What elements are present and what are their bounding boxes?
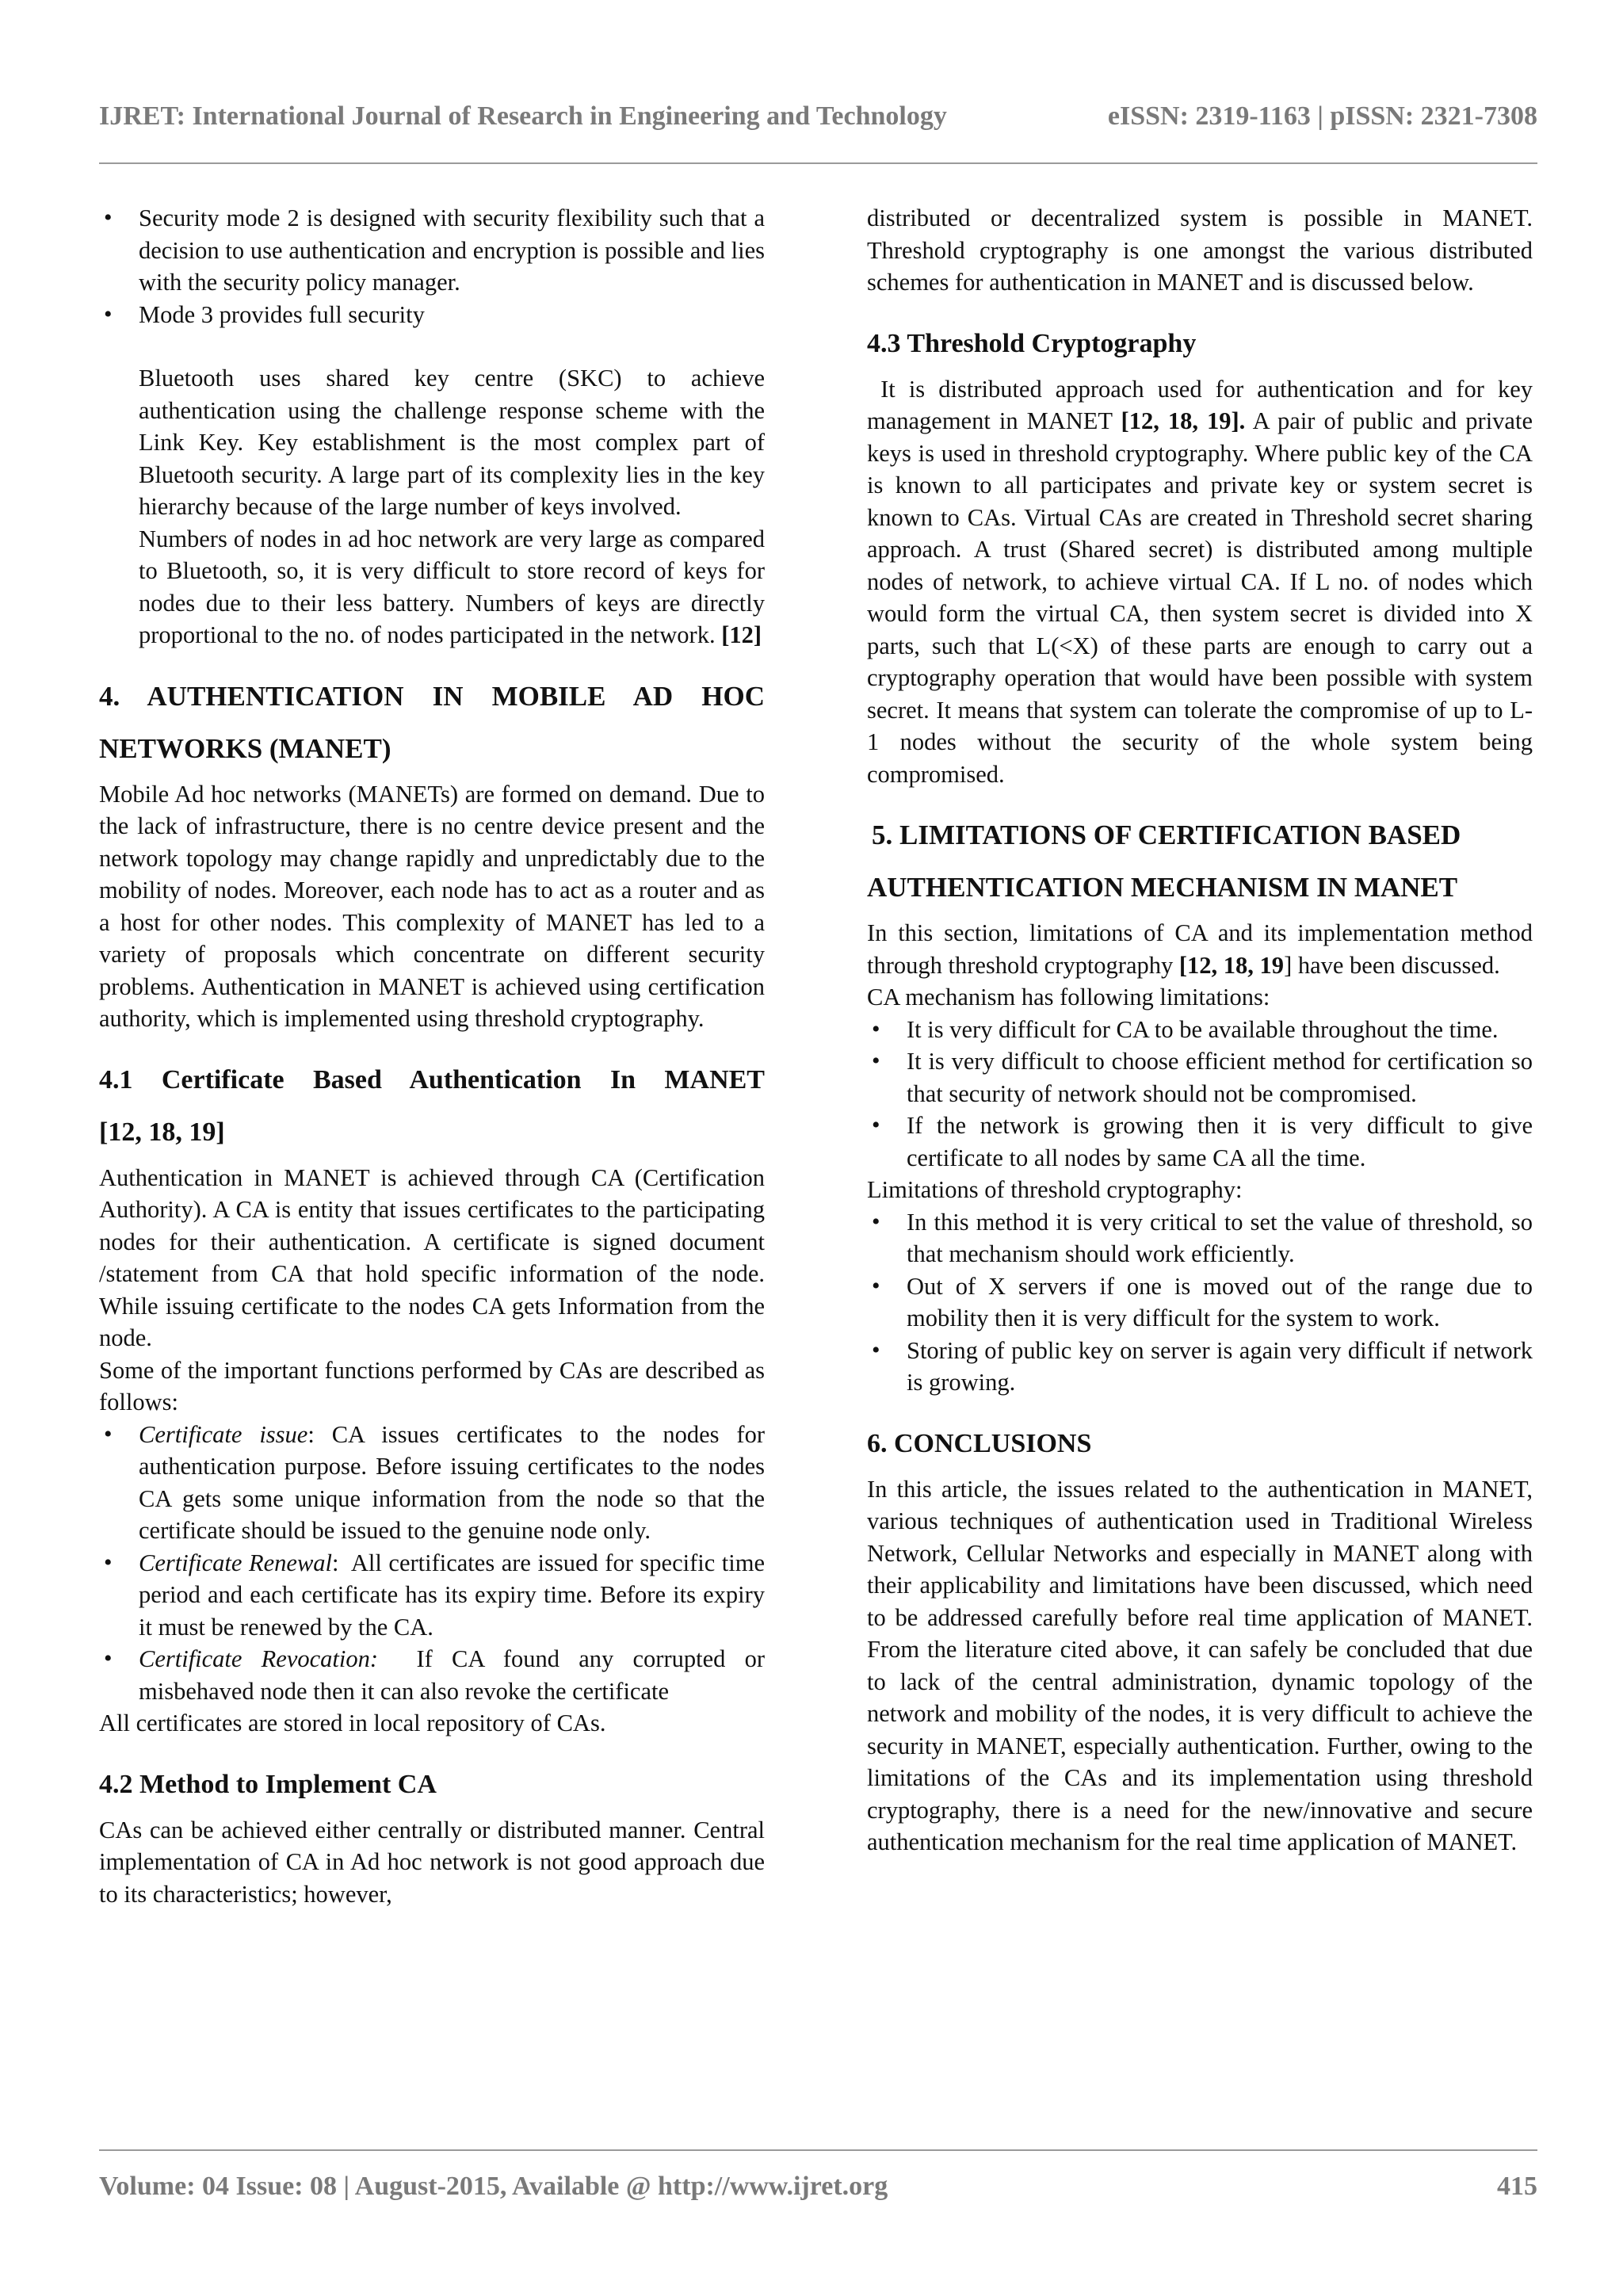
list-item: • Certificate Revocation: If CA found any corrupted or misbehaved node then it can also revoke the certificate [99, 1643, 765, 1707]
section-5-heading-line2: AUTHENTICATION MECHANISM IN MANET [867, 872, 1458, 903]
ca-functions-intro: Some of the important functions performed by CAs are described as follows: [99, 1356, 765, 1415]
list-item: • Security mode 2 is designed with security flexibility such that a decision to use authentication and encryption is possible and lies with the security policy manager. [99, 202, 765, 299]
citation: [12] [721, 621, 762, 648]
section-4-1-heading-line2: [12, 18, 19] [99, 1117, 225, 1147]
list-item: • Certificate Renewal: All certificates are issued for specific time period and each certificate has its expiry time. Before its expiry it must be renewed by the CA. [99, 1547, 765, 1644]
ca-limitations-list [867, 1014, 1533, 1175]
repository-note: All certificates are stored in local repository of CAs. [99, 1710, 606, 1736]
nodes-paragraph: Numbers of nodes in ad hoc network are very large as compared to Bluetooth, so, it is very difficult to store record of keys for nodes due to their less battery. Numbers of keys are directly proportional to the no. of nodes participated in the network. [12] [139, 525, 765, 648]
ca-limitations-intro: CA mechanism has following limitations: [867, 984, 1270, 1010]
section-4-1-heading: 4.1 Certificate Based Authentication In MANET [99, 1064, 765, 1095]
list-item: • Storing of public key on server is again very difficult if network is growing. [867, 1335, 1533, 1399]
conclusions-paragraph: In this article, the issues related to the authentication in MANET, various techniques of authentication used in Traditional Wireless Network, Cellular Networks and especially in MANET along with their applicability and limitations have been discussed, which need to be addressed carefully before real time application of MANET. From the literature cited above, it can safely be concluded that due to lack of the central administration, dynamic topology of the network and mobility of the nodes, it is very difficult to achieve the security in MANET, especially authentication. Further, owing to the limitations of the CAs and its implementation using threshold cryptography, there is a need for the new/innovative and secure authentication mechanism for the real time application of MANET. [867, 1475, 1533, 1855]
section-4-3-heading: 4.3 Threshold Cryptography [867, 328, 1197, 358]
citation: [12, 18, 19 [1178, 951, 1285, 979]
ca-functions-list [99, 1419, 765, 1708]
page-number: 415 [1497, 2172, 1537, 2201]
footer-rule [99, 2149, 1537, 2151]
bluetooth-paragraph: Bluetooth uses shared key centre (SKC) to achieve authentication using the challenge response scheme with the Link Key. Key establishment is the most complex part of Bluetooth security. A large part of its complexity lies in the key hierarchy because of the large number of keys involved. [139, 365, 765, 520]
issn-numbers: eISSN: 2319-1163 | pISSN: 2321-7308 [1107, 101, 1537, 131]
list-item: • Out of X servers if one is moved out of the range due to mobility then it is very difficult for the system to work. [867, 1270, 1533, 1335]
section-4-heading-line2: NETWORKS (MANET) [99, 732, 391, 764]
section-5-paragraph: In this section, limitations of CA and its implementation method through threshold cryptography [12, 18, 19] have been discussed. [867, 919, 1539, 979]
section-4-2-paragraph: CAs can be achieved either centrally or distributed manner. Central implementation of CA in Ad hoc network is not good approach due to its characteristics; however, [99, 1816, 765, 1908]
header-rule [99, 162, 1537, 164]
volume-info: Volume: 04 Issue: 08 | August-2015, Available @ http://www.ijret.org [99, 2172, 888, 2201]
section-5-heading: 5. LIMITATIONS OF CERTIFICATION BASED [872, 819, 1461, 850]
security-mode-list [99, 202, 765, 330]
right-column [867, 202, 1539, 1859]
left-column [99, 202, 765, 1910]
list-item: • Mode 3 provides full security [99, 299, 765, 331]
section-6-heading: 6. CONCLUSIONS [867, 1428, 1092, 1458]
journal-name: IJRET: International Journal of Research in Engineering and Technology [99, 101, 947, 131]
list-item: • In this method it is very critical to set the value of threshold, so that mechanism should work efficiently. [867, 1206, 1533, 1270]
list-item: • It is very difficult for CA to be available throughout the time. [867, 1014, 1533, 1046]
tc-limitations-list [867, 1206, 1533, 1399]
list-item: • If the network is growing then it is very difficult to give certificate to all nodes by same CA all the time. [867, 1110, 1533, 1174]
tc-limitations-intro: Limitations of threshold cryptography: [867, 1176, 1243, 1203]
list-item: • It is very difficult to choose efficient method for certification so that security of network should not be compromised. [867, 1045, 1533, 1110]
citation: [12, 18, 19]. [1121, 407, 1246, 434]
list-item: • Certificate issue: CA issues certificates to the nodes for authentication purpose. Before issuing certificates to the nodes CA gets some unique information from the node so that the certificate should be issued to the genuine node only. [99, 1419, 765, 1547]
section-4-3-paragraph: It is distributed approach used for authentication and for key management in MANET [12, 18, 19]. A pair of public and private keys is used in threshold cryptography. Where public key of the CA is known to all participates and private key or system secret is known to CAs. Virtual CAs are created in Threshold secret sharing approach. A trust (Shared secret) is distributed among multiple nodes of network, to achieve virtual CA. If L no. of nodes which would form the virtual CA, then system secret is divided into X parts, such that L(<X) of these parts are enough to carry out a cryptography operation that would have been possible with system secret. It means that system can tolerate the compromise of up to L-1 nodes without the security of the whole system being compromised. [867, 375, 1539, 788]
section-4-heading: 4. AUTHENTICATION IN MOBILE AD HOC [99, 680, 765, 712]
continued-paragraph: distributed or decentralized system is possible in MANET. Threshold cryptography is one amongst the various distributed schemes for authentication in MANET and is discussed below. [867, 204, 1533, 296]
section-4-1-paragraph: Authentication in MANET is achieved through CA (Certification Authority). A CA is entity that issues certificates to the participating nodes for their authentication. A certificate is signed document /statement from CA that hold specific information of the node. While issuing certificate to the nodes CA gets Information from the node. [99, 1163, 765, 1351]
section-4-2-heading: 4.2 Method to Implement CA [99, 1769, 437, 1799]
section-4-paragraph: Mobile Ad hoc networks (MANETs) are formed on demand. Due to the lack of infrastructure, there is no centre device present and the network topology may change rapidly and unpredictably due to the mobility of nodes. Moreover, each node has to act as a router and as a host for other nodes. This complexity of MANET has led to a variety of proposals which concentrate on different security problems. Authentication in MANET is achieved using certification authority, which is implemented using threshold cryptography. [99, 780, 765, 1032]
